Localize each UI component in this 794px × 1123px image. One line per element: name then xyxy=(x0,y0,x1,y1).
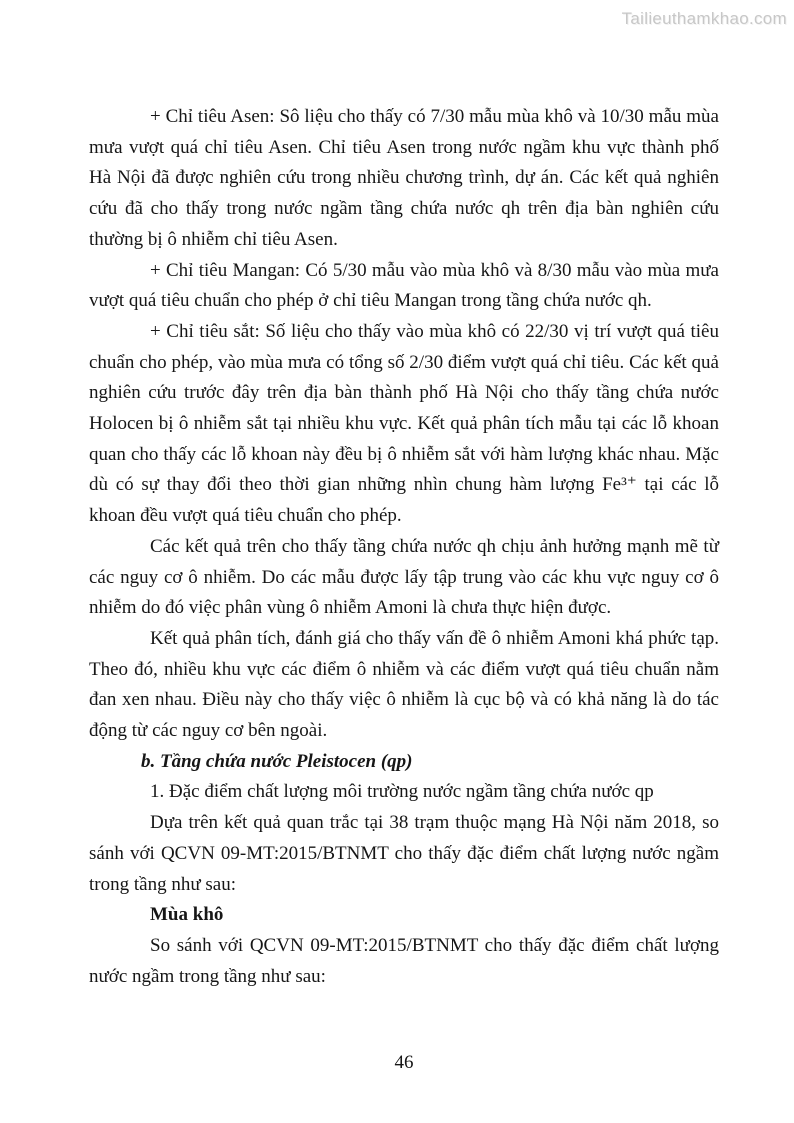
paragraph-quan-trac: Dựa trên kết quả quan trắc tại 38 trạm thuộc mạng Hà Nội năm 2018, so sánh với QCVN 09-MT:2015/BTNMT cho thấy đặc điểm chất lượng nước ngầm trong tầng như sau: xyxy=(89,812,719,895)
list-item-dac-diem: 1. Đặc điểm chất lượng môi trường nước ngầm tầng chứa nước qp xyxy=(150,781,654,803)
paragraph-summary-qh: Các kết quả trên cho thấy tầng chứa nước qh chịu ảnh hưởng mạnh mẽ từ các nguy cơ ô nhiễm. Do các mẫu được lấy tập trung vào các khu vực nguy cơ ô nhiễm do đó việc phân vùng ô nhiễm Amoni là chưa thực hiện được. xyxy=(89,535,719,619)
watermark: Tailieuthamkhao.com xyxy=(621,9,787,28)
page-body xyxy=(89,102,719,992)
paragraph-asen: + Chỉ tiêu Asen: Sô liệu cho thấy có 7/30 mẫu mùa khô và 10/30 mẫu mùa mưa vượt quá chỉ tiêu Asen. Chỉ tiêu Asen trong nước ngầm khu vực thành phố Hà Nội đã được nghiên cứu trong nhiều chương trình, dự án. Các kết quả nghiên cứu đã cho thấy trong nước ngầm tầng chứa nước qh trên địa bàn nghiên cứu thường bị ô nhiễm chỉ tiêu Asen. xyxy=(89,106,719,250)
paragraph-sat: + Chỉ tiêu sắt: Số liệu cho thấy vào mùa khô có 22/30 vị trí vượt quá tiêu chuẩn cho phép, vào mùa mưa có tổng số 2/30 điểm vượt quá chỉ tiêu. Các kết quả nghiên cứu trước đây trên địa bàn thành phố Hà Nội cho thấy tầng chứa nước Holocen bị ô nhiễm sắt tại nhiều khu vực. Kết quả phân tích mẫu tại các lỗ khoan quan cho thấy các lỗ khoan này đều bị ô nhiễm sắt với hàm lượng khác nhau. Mặc dù có sự thay đổi theo thời gian những nhìn chung hàm lượng Fe³⁺ tại các lỗ khoan đều vượt quá tiêu chuẩn cho phép. xyxy=(89,320,719,527)
heading-mua-kho: Mùa khô xyxy=(150,904,224,926)
paragraph-mangan: + Chỉ tiêu Mangan: Có 5/30 mẫu vào mùa khô và 8/30 mẫu vào mùa mưa vượt quá tiêu chuẩn cho phép ở chỉ tiêu Mangan trong tầng chứa nước qh. xyxy=(89,259,719,312)
heading-pleistocen: b. Tầng chứa nước Pleistocen (qp) xyxy=(141,750,413,772)
paragraph-so-sanh: So sánh với QCVN 09-MT:2015/BTNMT cho thấy đặc điểm chất lượng nước ngầm trong tầng như sau: xyxy=(89,934,719,987)
page-number: 46 xyxy=(394,1052,414,1073)
paragraph-amoni: Kết quả phân tích, đánh giá cho thấy vấn đề ô nhiễm Amoni khá phức tạp. Theo đó, nhiều khu vực các điểm ô nhiễm và các điểm vượt quá tiêu chuẩn nằm đan xen nhau. Điều này cho thấy việc ô nhiễm là cục bộ và có khả năng là do tác động từ các nguy cơ bên ngoài. xyxy=(89,627,719,742)
